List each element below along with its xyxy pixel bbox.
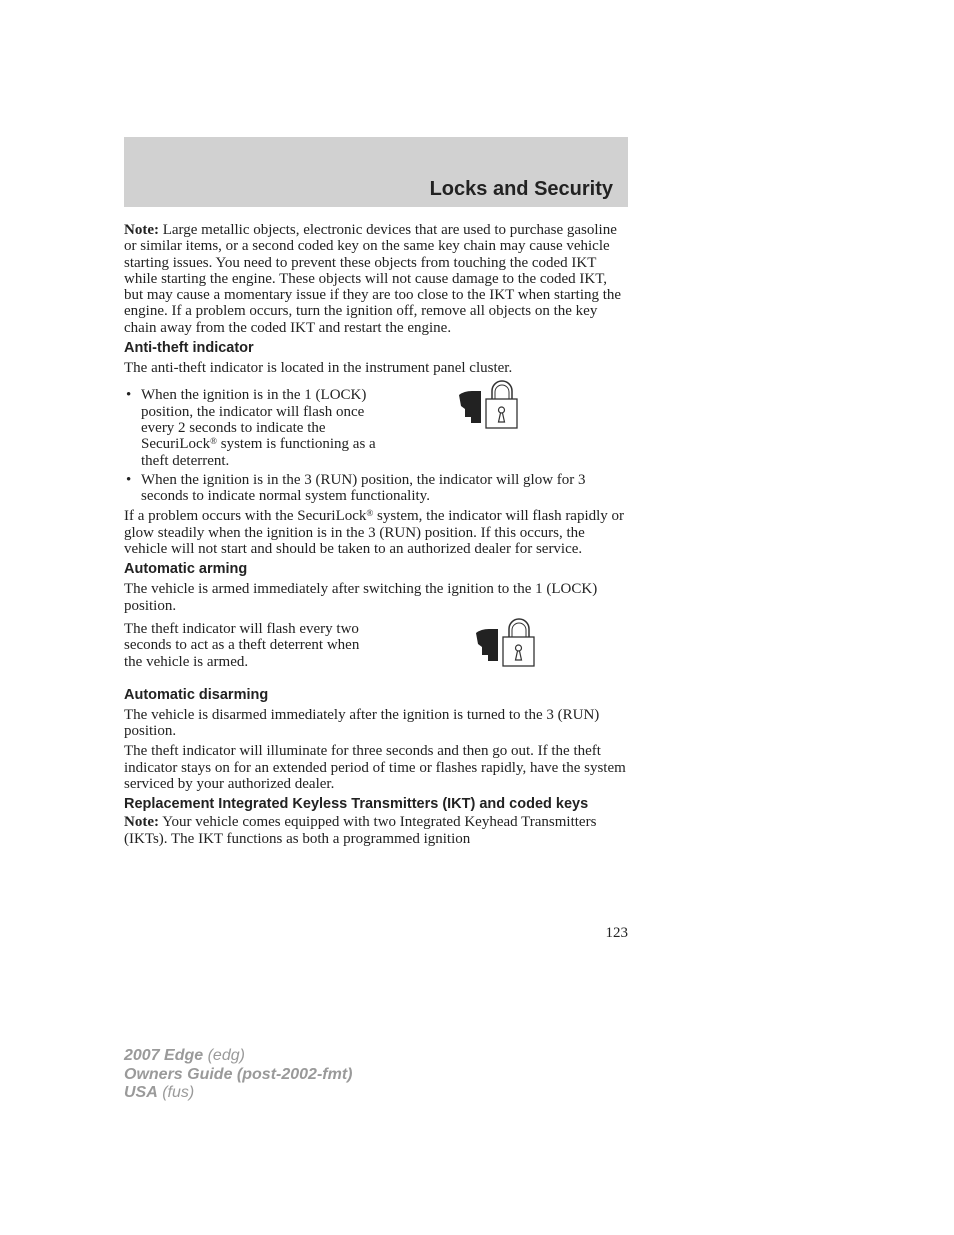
page-number: 123 [605,925,628,941]
disarming-heading: Automatic disarming [124,686,269,703]
page-content [124,222,628,851]
section-title: Locks and Security [429,178,613,200]
replacement-heading: Replacement Integrated Keyless Transmitters (IKT) and coded keys [124,796,589,813]
note-text: Large metallic objects, electronic devices that are used to purchase gasoline or similar items, or a second coded key on the same key chain may cause vehicle starting issues. You need to prevent these objects from touching the coded IKT while starting the engine. These objects will not cause damage to the coded IKT, but may cause a momentary issue if they are too close to the IKT when starting the engine. If a problem occurs, turn the ignition off, remove all objects on the key chain away from the coded IKT and restart the engine. [124,222,622,336]
anti-theft-bullets [124,387,628,504]
anti-theft-heading: Anti-theft indicator [124,340,254,357]
note-label: Note: [124,814,159,831]
arming-p1: The vehicle is armed immediately after switching the ignition to the 1 (LOCK) position. [124,581,598,614]
disarming-p2: The theft indicator will illuminate for three seconds and then go out. If the theft indicator stays on for an extended period of time or flashes rapidly, have the system serviced by your authorized dealer. [124,743,626,793]
footer-line-2: Owners Guide (post-2002-fmt) [124,1065,353,1083]
note-text: Your vehicle comes equipped with two Integrated Keyhead Transmitters (IKTs). The IKT functions as both a programmed ignition [124,814,597,847]
note-label: Note: [124,222,159,238]
disarming-p1: The vehicle is disarmed immediately after the ignition is turned to the 3 (RUN) position. [124,706,600,740]
arming-with-icon [124,621,628,670]
list-item: • When the ignition is in the 3 (RUN) position, the indicator will glow for 3 seconds to indicate normal system functionality. [124,472,628,505]
anti-theft-problem: If a problem occurs with the SecuriLock® system, the indicator will flash rapidly or glow steadily when the ignition is in the 3 (RUN) position. If this occurs, the vehicle will not start and should be taken to an authorized dealer for service. [124,508,625,558]
footer-line-1: 2007 Edge (edg) [124,1047,245,1064]
anti-theft-intro: The anti-theft indicator is located in the instrument panel cluster. [124,360,513,377]
section-header [124,137,628,207]
arming-heading: Automatic arming [124,561,248,578]
theft-indicator-icon [459,379,519,431]
arming-p2: The theft indicator will flash every two seconds to act as a theft deterrent when the vehicle is armed. [124,620,360,670]
footer-line-3: USA (fus) [124,1084,195,1101]
document-footer [124,1047,352,1103]
note-paragraph [124,222,628,336]
replacement-note [124,814,628,847]
theft-indicator-icon [476,617,536,669]
list-item: • When the ignition is in the 1 (LOCK) position, the indicator will flash once every 2 seconds to indicate the SecuriLock® system is functioning as a theft deterrent. [124,387,628,468]
